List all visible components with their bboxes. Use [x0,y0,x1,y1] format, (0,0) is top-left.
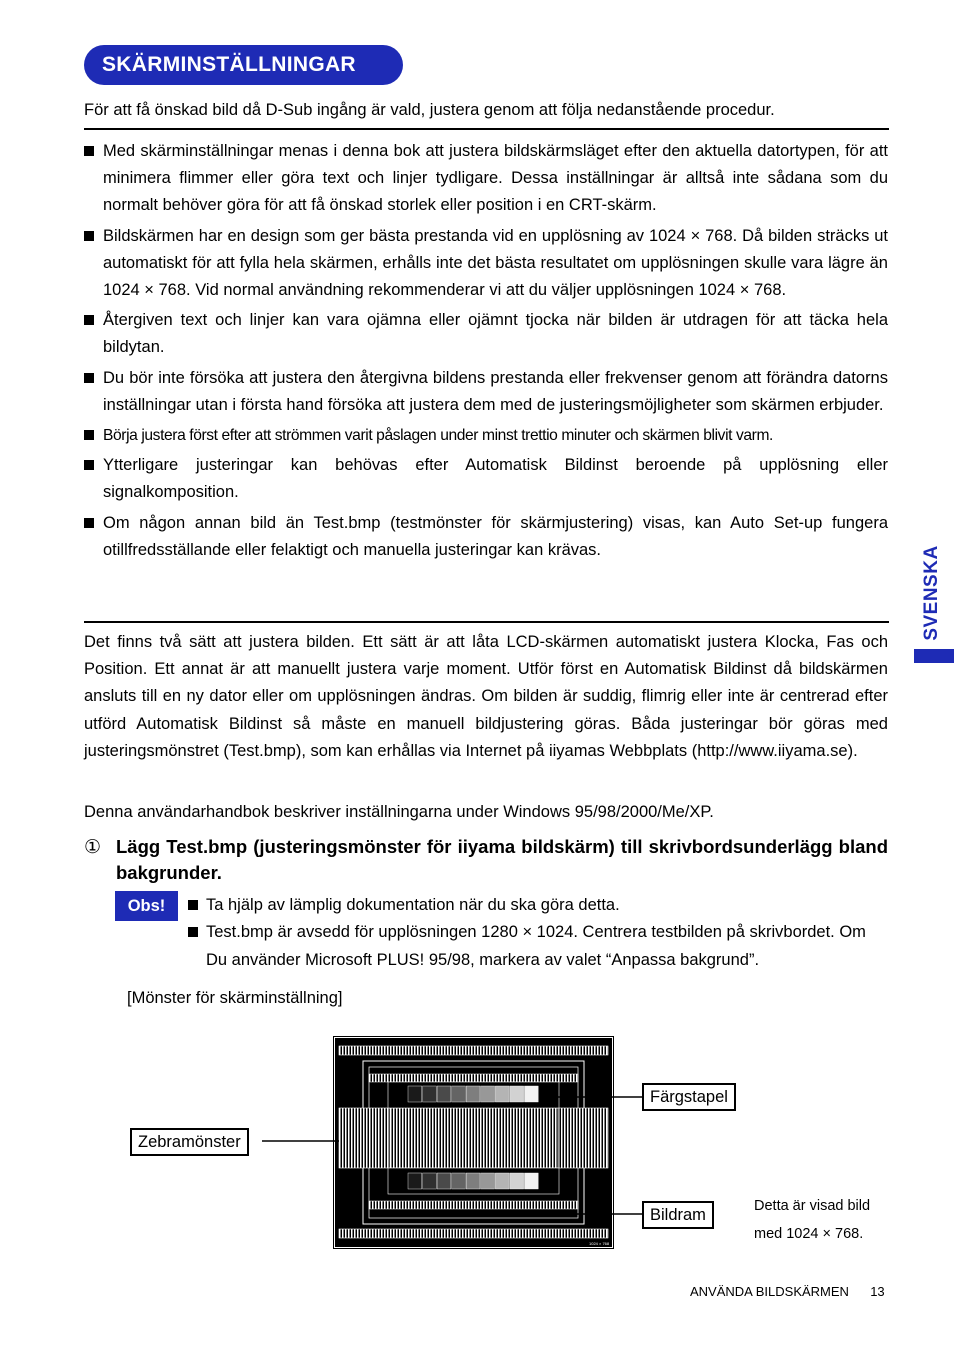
section-heading: SKÄRMINSTÄLLNINGAR [84,45,403,85]
note-line: Detta är visad bild [754,1198,871,1214]
label-zebra: Zebramönster [130,1128,249,1156]
figure-caption: [Mönster för skärminställning] [127,989,343,1007]
page-number: 13 [870,1284,885,1299]
obs-item: Test.bmp är avsedd för upplösningen 1280 × 1024. Centrera testbilden på skrivbordet. Om Du använder Microsoft PLUS! 95/98, markera av valet “Anpassa bakgrund”. [188,919,888,974]
label-frame: Bildram [642,1201,714,1229]
windows-paragraph: Denna användarhandbok beskriver inställningarna under Windows 95/98/2000/Me/XP. [84,803,714,821]
intro-text: För att få önskad bild då D-Sub ingång är vald, justera genom att följa nedanstående procedur. [84,101,775,119]
note-line: med 1024 × 768. [754,1226,864,1242]
resolution-mark: 1024 × 768 [589,1241,610,1246]
label-color-bar: Färgstapel [642,1083,736,1111]
bullet-item: Börja justera först efter att strömmen varit påslagen under minst trettio minuter och skärmen blivit varm. [84,422,888,449]
footer-section: ANVÄNDA BILDSKÄRMEN [690,1284,849,1299]
bullet-item: Ytterligare justeringar kan behövas efter Automatisk Bildinst beroende på upplösning eller signalkomposition. [84,452,888,506]
bullet-item: Om någon annan bild än Test.bmp (testmönster för skärmjustering) visas, kan Auto Set-up fungera otillfredsställande eller felaktigt och manuella justeringar kan krävas. [84,510,888,564]
bullet-item: Du bör inte försöka att justera den återgivna bildens prestanda eller frekvenser genom att förändra datorns inställningar utan i första hand försöka att justera dem med de justeringsmöjligheter som skärmen erbjuder. [84,365,888,419]
language-tab-marker [914,649,954,663]
language-label-text: SVENSKA [921,545,942,641]
bullet-item: Bildskärmen har en design som ger bästa prestanda vid en upplösning av 1024 × 768. Då bilden sträcks ut automatiskt för att fylla hela skärmen, erhålls inte det bästa resultatet om upplösningen skulle vara lägre än 1024 × 768. Vid normal användning rekommenderar vi att du väljer upplösningen 1024 × 768. [84,223,888,305]
step-text: Lägg Test.bmp (justeringsmönster för iiyama bildskärm) till skrivbordsunderlägg bland bakgrunder. [116,836,888,883]
obs-item: Ta hjälp av lämplig dokumentation när du ska göra detta. [188,892,888,919]
language-tab-label [912,543,952,643]
step-number: ① [84,837,102,858]
page-footer [690,1284,885,1299]
bullet-item: Återgiven text och linjer kan vara ojämna eller ojämnt tjocka när bilden är utdragen för att täcka hela bildytan. [84,307,888,361]
bullet-item: Med skärminställningar menas i denna bok att justera bildskärmsläget efter den aktuella datortypen, för att minimera flimmer eller göra text och linjer tydligare. Dessa inställningar är alltså inte sådana som du normalt behöver göra för att få önskad storlek eller position i en CRT-skärm. [84,138,888,220]
resolution-note [754,1192,914,1248]
obs-badge: Obs! [115,891,178,921]
adjustment-paragraph: Det finns två sätt att justera bilden. Ett sätt är att låta LCD-skärmen automatiskt justera Klocka, Fas och Position. Ett annat är att manuellt justera varje moment. Utför först en Automatisk Bildinst då bildskärmen ansluts till en ny dator eller om upplösningen ändras. Om bilden är suddig, flimrig eller inte är centrerad efter utförd Automatisk Bildinst så måste en manuell bildjustering göras. Båda justeringar bör göras med justeringsmönstret (Test.bmp), som kan erhållas via Internet på iiyamas Webbplats (http://www.iiyama.se). [84,633,888,760]
